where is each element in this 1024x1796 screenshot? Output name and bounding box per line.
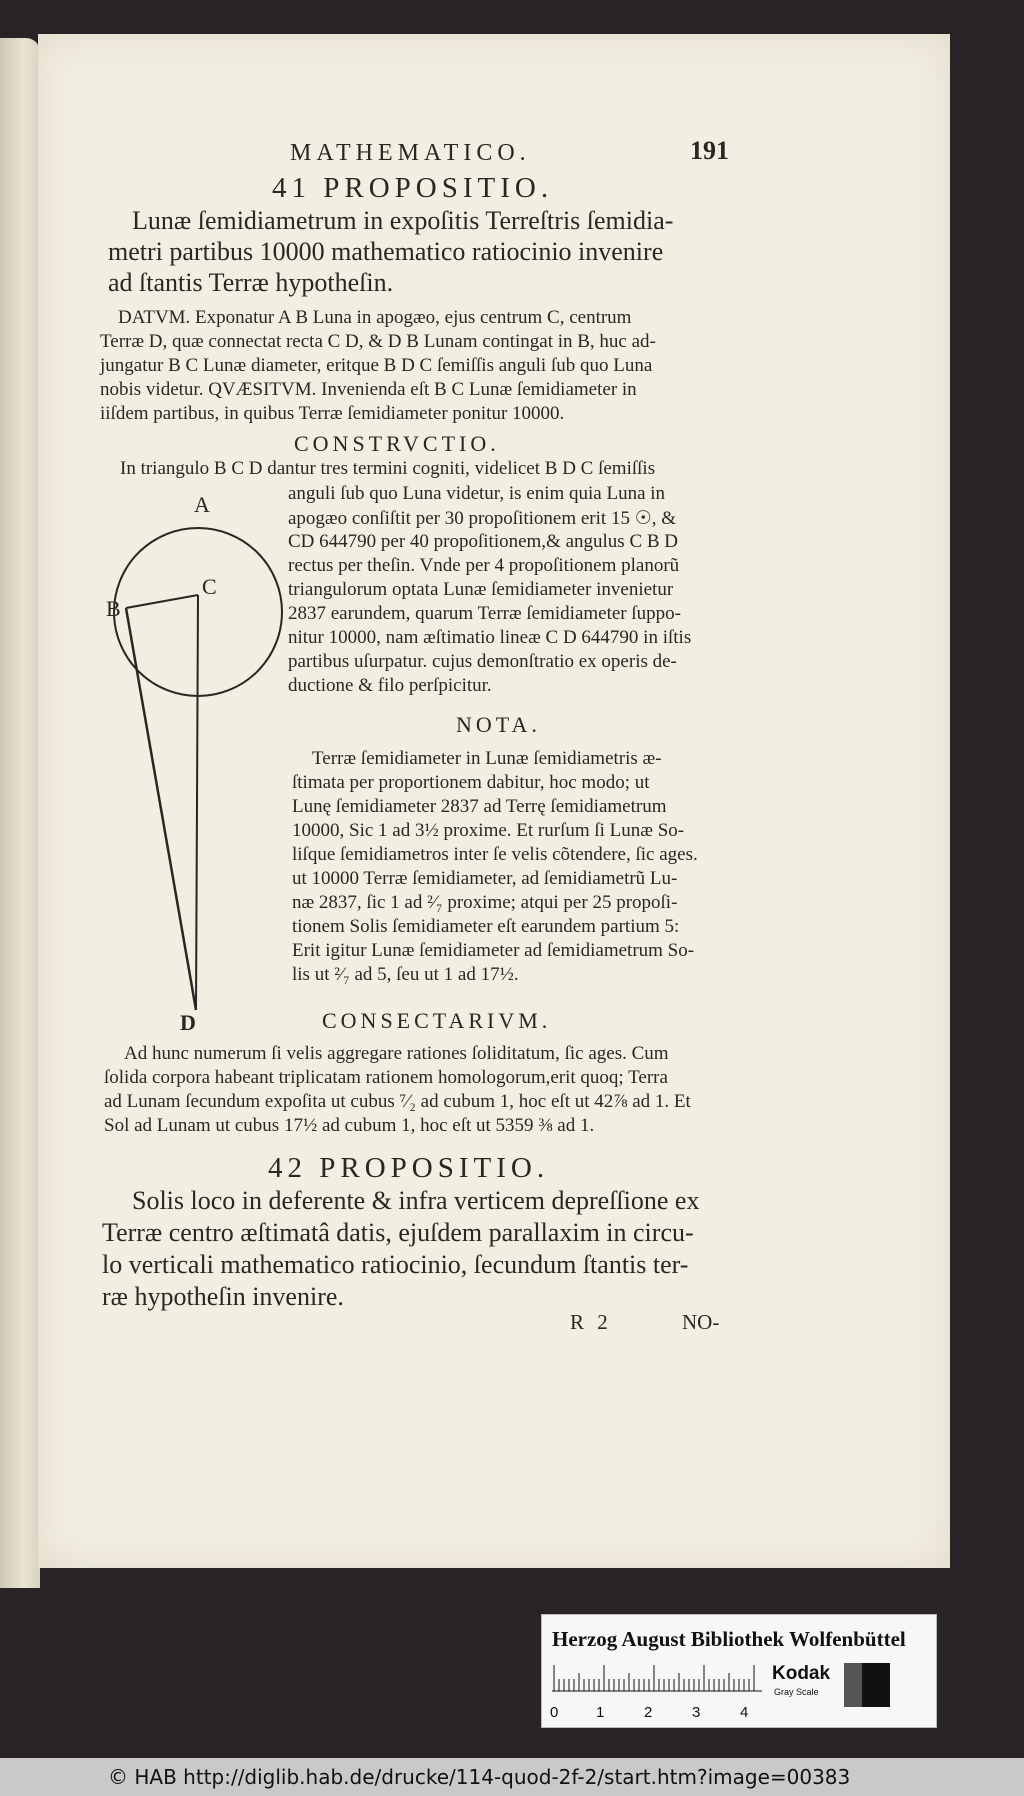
label-b: B [106, 596, 121, 621]
nota-line: ut 10000 Terræ ſemidiameter, ad ſemidiametrũ Lu- [292, 868, 678, 889]
enunciation-line: lo verticali mathematico ratiocinio, ſecundum ſtantis ter- [102, 1250, 689, 1279]
enunciation-line: Terræ centro æſtimatâ datis, ejuſdem parallaxim in circu- [102, 1218, 694, 1247]
tangent-db [126, 608, 196, 1010]
constructio-line: partibus uſurpatur. cujus demonſtratio ex operis de- [288, 651, 677, 672]
nota-line: næ 2837, ſic 1 ad ²⁄₇ proxime; atqui per 25 propoſi- [292, 892, 678, 913]
nota-line: lis ut ²⁄₇ ad 5, ſeu ut 1 ad 17½. [292, 964, 519, 985]
footer-copyright-link[interactable]: © HAB http://diglib.hab.de/drucke/114-quod-2f-2/start.htm?image=00383 [108, 1765, 851, 1789]
gray-patch [844, 1663, 862, 1707]
nota-line: 10000, Sic 1 ad 3½ proxime. Et rurſum ſi Lunæ So- [292, 820, 685, 841]
adjacent-page-edge [0, 38, 40, 1588]
scale-label: 4 [740, 1704, 749, 1721]
enunciation-line: ad ſtantis Terræ hypotheſin. [108, 268, 394, 297]
consectarium-heading: CONSECTARIVM. [322, 1008, 552, 1033]
constructio-line: rectus per theſin. Vnde per 4 propoſitionem planorũ [288, 555, 680, 576]
constructio-line: CD 644790 per 40 propoſitionem,& angulus C B D [288, 531, 679, 552]
proposition-42-title: 42 PROPOSITIO. [268, 1152, 550, 1184]
label-a: A [194, 492, 210, 517]
constructio-line: In triangulo B C D dantur tres termini cogniti, videlicet B D C ſemiſſis [120, 458, 656, 479]
library-name: Herzog August Bibliothek Wolfenbüttel [552, 1627, 906, 1651]
nota-line: Lunę ſemidiameter 2837 ad Terrę ſemidiametrum [292, 796, 667, 817]
label-c: C [202, 574, 217, 599]
constructio-line: ductione & filo perſpicitur. [288, 675, 492, 696]
consectarium-line: ſolida corpora habeant triplicatam rationem homologorum,erit quoq; Terra [104, 1067, 668, 1088]
nota-line: Terræ ſemidiameter in Lunæ ſemidiametris æ- [312, 748, 662, 769]
label-d: D [180, 1010, 196, 1035]
nota-line: tionem Solis ſemidiameter eſt earundem partium 5: [292, 916, 680, 937]
black-patch [862, 1663, 890, 1707]
moon-diagram [106, 490, 280, 1030]
consectarium-line: Ad hunc numerum ſi velis aggregare rationes ſoliditatum, ſic ages. Cum [124, 1043, 669, 1064]
enunciation-line: Lunæ ſemidiametrum in expoſitis Terreſtris ſemidia- [132, 206, 674, 235]
running-head: MATHEMATICO. [290, 140, 531, 166]
line-cd [196, 595, 198, 1010]
nota-line: liſque ſemidiametros inter ſe velis cõtendere, ſic ages. [292, 844, 698, 865]
enunciation-line: ræ hypotheſin invenire. [102, 1282, 344, 1311]
scale-label: 1 [596, 1704, 605, 1721]
constructio-line: triangulorum optata Lunæ ſemidiameter invenietur [288, 579, 674, 600]
kodak-brand: Kodak [772, 1663, 831, 1684]
datum-line: Terræ D, quæ connectat recta C D, & D B Lunam contingat in B, huc ad- [100, 331, 656, 352]
catchword: NO- [682, 1310, 720, 1334]
consectarium-line: Sol ad Lunam ut cubus 17½ ad cubum 1, hoc eſt ut 5359 ⅜ ad 1. [104, 1115, 595, 1136]
constructio-line: anguli ſub quo Luna videtur, is enim quia Luna in [288, 483, 666, 504]
scale-label: 2 [644, 1704, 653, 1721]
enunciation-line: Solis loco in deferente & infra verticem depreſſione ex [132, 1186, 700, 1215]
consectarium-line: ad Lunam ſecundum expoſita ut cubus ⁷⁄₂ ad cubum 1, hoc eſt ut 42⅞ ad 1. Et [104, 1091, 691, 1112]
constructio-heading: CONSTRVCTIO. [294, 431, 500, 456]
kodak-color-card [541, 1614, 937, 1728]
proposition-41-title: 41 PROPOSITIO. [272, 172, 554, 204]
gray-scale-label: Gray Scale [774, 1687, 819, 1697]
nota-line: ſtimata per proportionem dabitur, hoc modo; ut [292, 772, 650, 793]
datum-line: DATVM. Exponatur A B Luna in apogæo, ejus centrum C, centrum [118, 307, 632, 328]
constructio-line: nitur 10000, nam æſtimatio lineæ C D 644790 in iſtis [288, 627, 692, 648]
datum-line: jungatur B C Lunæ diameter, eritque B D C ſemiſſis anguli ſub quo Luna [100, 355, 653, 376]
datum-line: iiſdem partibus, in quibus Terræ ſemidiameter ponitur 10000. [100, 403, 565, 424]
nota-line: Erit igitur Lunæ ſemidiameter ad ſemidiametrum So- [292, 940, 695, 961]
enunciation-line: metri partibus 10000 mathematico ratiocinio invenire [108, 237, 664, 266]
scale-label: 3 [692, 1704, 701, 1721]
scale-label: 0 [550, 1704, 559, 1721]
page-number: 191 [690, 136, 729, 165]
radius-bc [126, 595, 198, 608]
nota-heading: NOTA. [456, 712, 541, 737]
constructio-line: apogæo conſiſtit per 30 propoſitionem erit 15 ☉, & [288, 508, 677, 529]
signature-mark: R 2 [570, 1310, 612, 1334]
constructio-line: 2837 earundem, quarum Terræ ſemidiameter ſuppo- [288, 603, 681, 624]
datum-line: nobis videtur. QVÆSITVM. Invenienda eſt B C Lunæ ſemidiameter in [100, 379, 637, 400]
